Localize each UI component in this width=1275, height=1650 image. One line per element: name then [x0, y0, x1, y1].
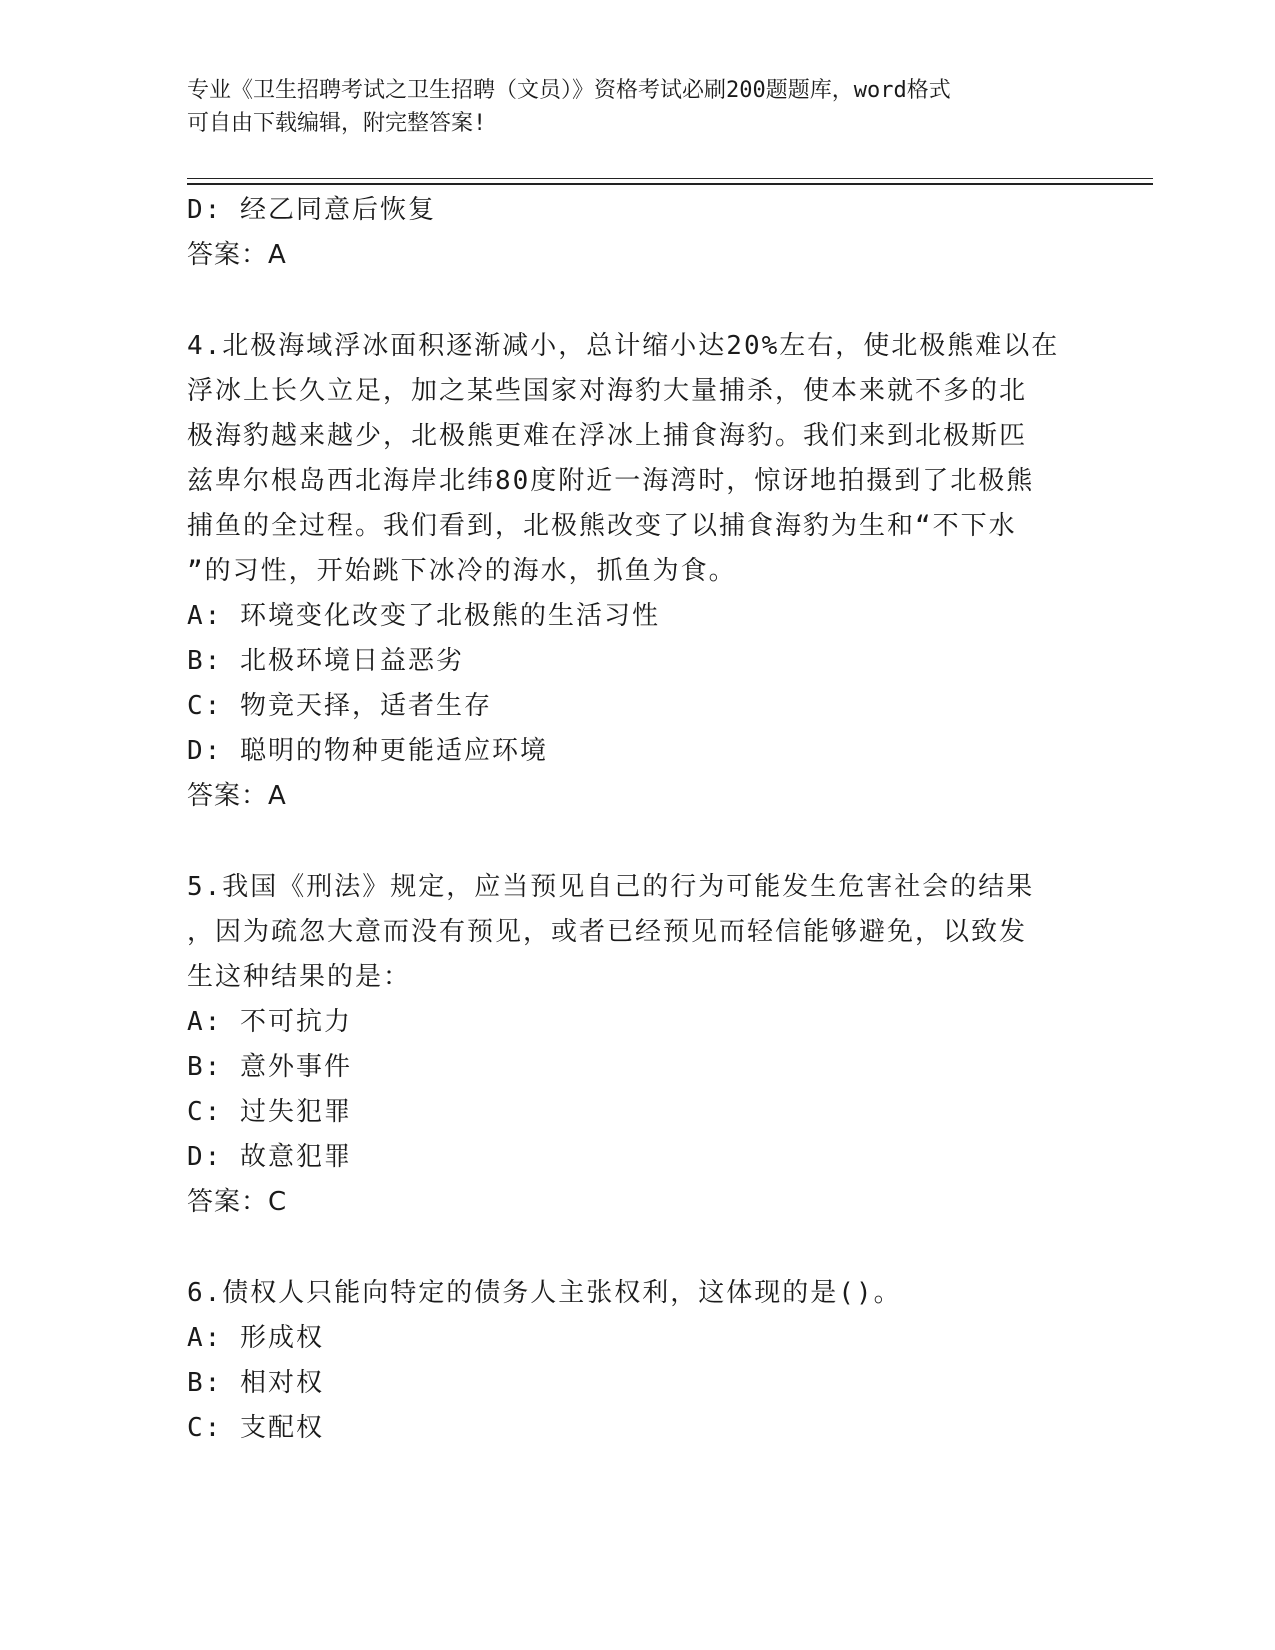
spacer [187, 819, 1087, 865]
stem-line: 4.北极海域浮冰面积逐渐减小，总计缩小达20%左右，使北极熊难以在 [187, 331, 1060, 361]
option-b: B: 意外事件 [187, 1052, 352, 1082]
question-6 [187, 1271, 1087, 1451]
stem-line: ，因为疏忽大意而没有预见，或者已经预见而轻信能够避免，以致发 [187, 917, 1028, 947]
option-a: A: 形成权 [187, 1323, 324, 1353]
header-rule-thick [187, 183, 1153, 185]
option-c: C: 过失犯罪 [187, 1097, 352, 1127]
option-b: B: 北极环境日益恶劣 [187, 646, 464, 676]
stem-line: 浮冰上长久立足，加之某些国家对海豹大量捕杀，使本来就不多的北 [187, 376, 1028, 406]
question-3-tail [187, 188, 1087, 278]
option-d: D: 聪明的物种更能适应环境 [187, 736, 548, 766]
stem-line: 极海豹越来越少，北极熊更难在浮冰上捕食海豹。我们来到北极斯匹 [187, 421, 1028, 451]
question-stem [187, 1271, 1087, 1316]
question-stem [187, 865, 1087, 1000]
header-line-2: 可自由下载编辑，附完整答案! [187, 111, 487, 136]
spacer [187, 1225, 1087, 1271]
stem-line: 6.债权人只能向特定的债务人主张权利，这体现的是()。 [187, 1278, 902, 1308]
option-a: A: 环境变化改变了北极熊的生活习性 [187, 601, 660, 631]
question-stem [187, 324, 1087, 594]
option-d: D: 经乙同意后恢复 [187, 195, 436, 225]
stem-line: 兹卑尔根岛西北海岸北纬80度附近一海湾时，惊讶地拍摄到了北极熊 [187, 466, 1035, 496]
stem-line: 生这种结果的是： [187, 962, 412, 992]
document-header [187, 74, 1067, 140]
stem-line: 捕鱼的全过程。我们看到，北极熊改变了以捕食海豹为生和“不下水 [187, 511, 1017, 541]
option-c: C: 支配权 [187, 1413, 324, 1443]
header-line-1: 专业《卫生招聘考试之卫生招聘（文员）》资格考试必刷200题题库，word格式 [187, 78, 951, 103]
option-b: B: 相对权 [187, 1368, 324, 1398]
stem-line: ”的习性，开始跳下冰冷的海水，抓鱼为食。 [187, 556, 737, 586]
spacer [187, 278, 1087, 324]
option-c: C: 物竞天择，适者生存 [187, 691, 492, 721]
option-d: D: 故意犯罪 [187, 1142, 352, 1172]
question-4 [187, 324, 1087, 819]
answer-line: 答案：C [187, 1187, 288, 1217]
document-body [187, 188, 1087, 1451]
option-a: A: 不可抗力 [187, 1007, 352, 1037]
answer-line: 答案：A [187, 781, 287, 811]
stem-line: 5.我国《刑法》规定，应当预见自己的行为可能发生危害社会的结果 [187, 872, 1035, 902]
answer-line: 答案：A [187, 240, 287, 270]
question-5 [187, 865, 1087, 1225]
header-rule-thin [187, 178, 1153, 179]
